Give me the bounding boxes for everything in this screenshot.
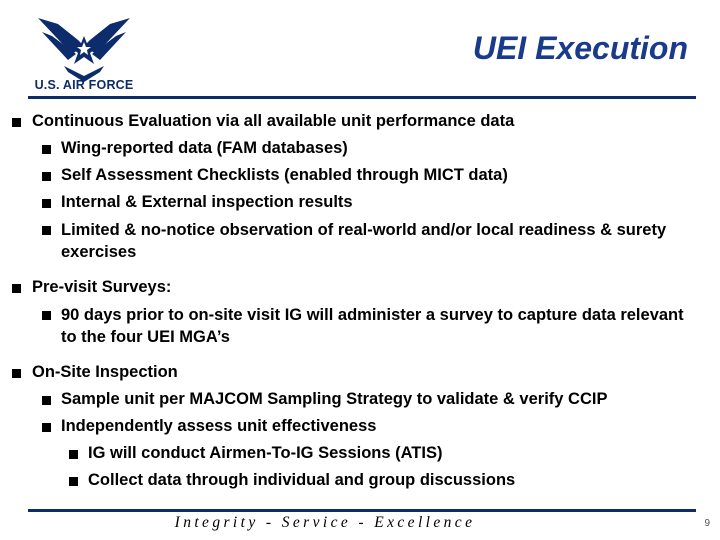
bullet-square-icon [69, 477, 78, 486]
bullet-text: IG will conduct Airmen-To-IG Sessions (ATIS) [88, 444, 443, 462]
bullet-text: Wing-reported data (FAM databases) [61, 139, 348, 157]
list-item [12, 386, 692, 413]
bullet-square-icon [42, 199, 51, 208]
bullet-text: Independently assess unit effectiveness [61, 417, 377, 435]
bullet-text: On-Site Inspection [32, 363, 178, 381]
slide-title: UEI Execution [472, 30, 688, 66]
list-item [12, 440, 692, 467]
bullet-text: Sample unit per MAJCOM Sampling Strategy to validate & verify CCIP [61, 390, 608, 408]
footer-motto: Integrity - Service - Excellence [174, 514, 476, 531]
bullet-text: Collect data through individual and group discussions [88, 471, 516, 489]
bullet-text: Self Assessment Checklists (enabled through MICT data) [61, 166, 508, 184]
list-item [12, 359, 692, 386]
bullet-square-icon [42, 172, 51, 181]
list-item [12, 301, 692, 351]
page-number: 9 [704, 518, 710, 529]
list-item [12, 413, 692, 440]
bullet-square-icon [42, 145, 51, 154]
bullet-square-icon [42, 396, 51, 405]
bullet-text: Internal & External inspection results [61, 193, 353, 211]
list-item [12, 189, 692, 216]
bullet-square-icon [12, 369, 21, 378]
list-item [12, 274, 692, 301]
list-item [12, 162, 692, 189]
bullet-square-icon [42, 226, 51, 235]
bullet-square-icon [42, 311, 51, 320]
bullet-text: 90 days prior to on-site visit IG will administer a survey to capture data relevant to the four UEI MGA’s [61, 306, 684, 346]
footer-divider [28, 509, 696, 512]
list-item [12, 216, 692, 266]
bullet-list [12, 108, 692, 494]
bullet-text: Limited & no-notice observation of real-world and/or local readiness & surety exercises [61, 221, 667, 261]
bullet-square-icon [12, 118, 21, 127]
list-item [12, 467, 692, 494]
bullet-text: Pre-visit Surveys: [32, 278, 172, 296]
bullet-square-icon [69, 450, 78, 459]
header-divider [28, 96, 696, 99]
list-item [12, 108, 692, 135]
bullet-square-icon [12, 284, 21, 293]
bullet-square-icon [42, 423, 51, 432]
bullet-text: Continuous Evaluation via all available unit performance data [32, 112, 515, 130]
list-item [12, 135, 692, 162]
logo-text: U.S. AIR FORCE [34, 78, 134, 92]
